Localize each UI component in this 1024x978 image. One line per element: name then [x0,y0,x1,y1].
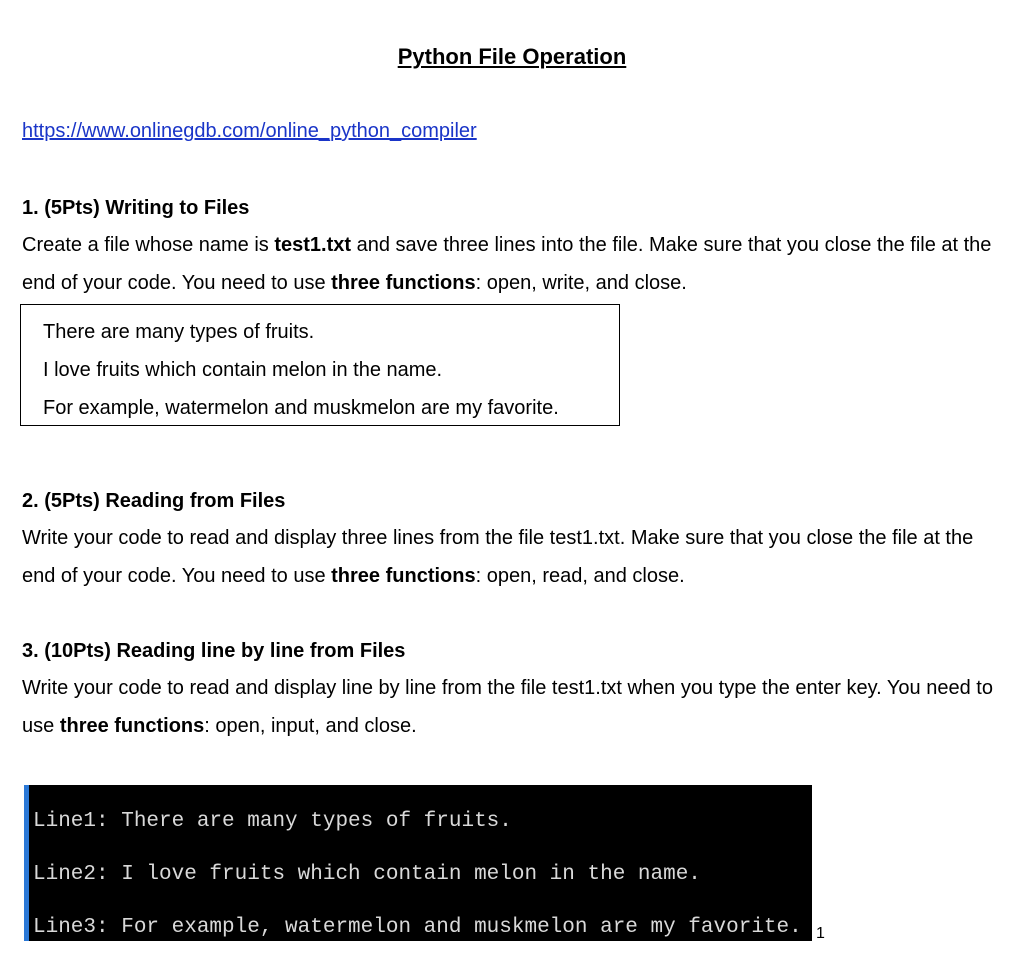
box-line: There are many types of fruits. [43,321,315,343]
section-1 [22,189,1012,302]
terminal-line: Line1: There are many types of fruits. [33,810,512,833]
section-2-text: Write your code to read and display three lines from the file test1.txt. Make sure that you close the file at the end of your code. You need to use three functions: open, read, and close. [22,527,974,587]
section-3 [22,632,1012,745]
section-3-text: Write your code to read and display line by line from the file test1.txt when you type the enter key. You need to use three functions: open, input, and close. [22,677,993,737]
section-2 [22,482,1012,595]
box-line: For example, watermelon and muskmelon are my favorite. [43,397,559,419]
three-functions-text: three functions [331,271,476,294]
filename-text: test1.txt [274,234,352,256]
section-1-text: Create a file whose name is test1.txt and save three lines into the file. Make sure that you close the file at the end of your code. You need to use three functions: open, write, and close. [22,234,992,294]
compiler-link[interactable]: https://www.onlinegdb.com/online_python_compiler [22,120,477,142]
page-title: Python File Operation [397,44,627,69]
section-3-heading: 3. (10Pts) Reading line by line from Files [22,640,406,662]
terminal-output-screenshot [24,785,812,941]
terminal-line: Line3: For example, watermelon and muskmelon are my favorite. [33,916,802,939]
page-number: 1 [816,925,825,942]
box-line: I love fruits which contain melon in the name. [43,359,443,381]
section-1-heading: 1. (5Pts) Writing to Files [22,197,250,219]
terminal-line: Line2: I love fruits which contain melon in the name. [33,863,701,886]
three-functions-text: three functions [59,714,205,737]
section-2-heading: 2. (5Pts) Reading from Files [22,490,286,512]
three-functions-text: three functions [331,564,476,587]
file-content-box [20,304,620,426]
